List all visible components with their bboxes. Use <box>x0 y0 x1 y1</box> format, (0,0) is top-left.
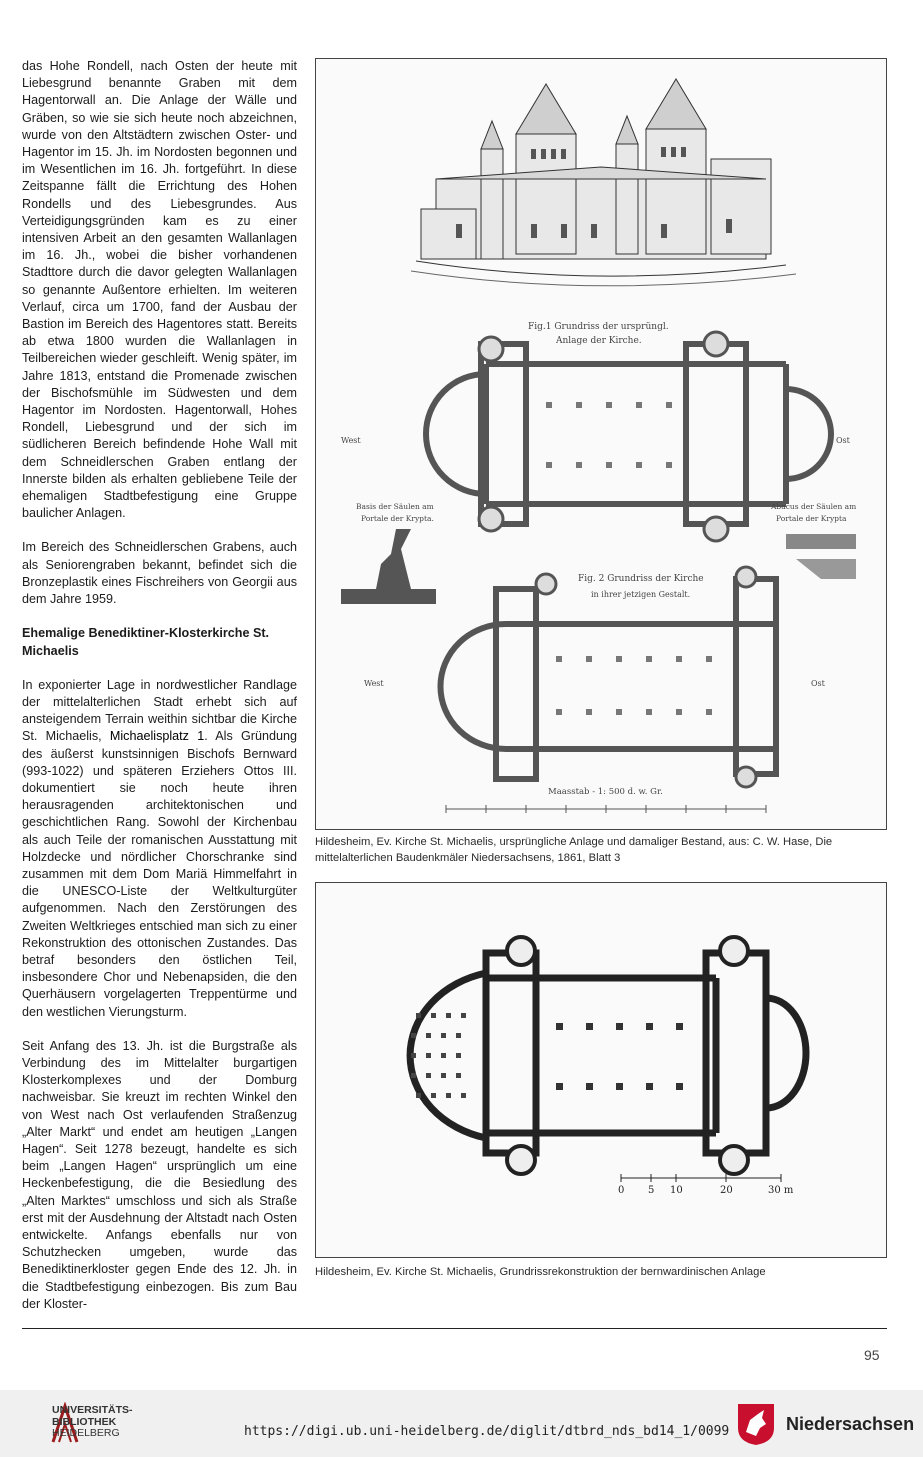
section-heading: Ehemalige Benediktiner-Klosterkirche St. Michaelis <box>22 626 270 658</box>
digitization-footer <box>0 1390 923 1457</box>
historic-scale-bar <box>446 805 766 813</box>
plan1-east-label: Ost <box>836 436 850 445</box>
church-perspective-sketch <box>411 79 796 286</box>
plan2-west-label: West <box>364 679 384 688</box>
plan2-title-line1: Fig. 2 Grundriss der Kirche <box>578 574 704 584</box>
footer-rule <box>22 1328 887 1329</box>
plan-original-layout <box>426 344 831 524</box>
column-base-profile <box>341 529 436 604</box>
figure2-caption: Hildesheim, Ev. Kirche St. Michaelis, Grundrissrekonstruktion der bernwardinischen Anlage <box>315 1266 766 1278</box>
paragraph-wallanlagen: das Hohe Rondell, nach Osten der heute mit Liebesgrund benannte Graben mit dem Hagentorwall an. Die Anlage der Wälle und Gräben, so wie sie sich heute noch abzeichnen, wurde von den Altstädtern zwischen Oster- und Hagentor im 15. Jh. im Nordosten begonnen und im Wesentlichen im 16. Jh. fortgeführt. In diese Zeitspanne fällt die Errichtung des Hohen Rondells und des Liebesgrundes. Aus Verteidigungsgründen kam es zu einer intensiven Arbeit an den gesamten Wallanlagen im 16. Jh., wobei die bisher vorhandenen Stadttore durch die davor gelegten Wallanlagen so genannte Außentore erhielten. Im weiteren Verlauf, circa um 1700, fand der Ausbau der Bastion im Bereich des Hagentores statt. Bereits ab etwa 1800 wurden die Wallanlagen in Teilbereichen wieder geschleift. Wenig später, im Jahre 1813, entstand die Promenade zwischen der Bischofsmühle im Südwesten und dem Hagentor im Nordosten. Hagentorwall, Hohes Rondell, Liebesgrund und der sich im südlicheren Bereich befindende Hohe Wall mit dem Schneidlerschen Graben entlang der Innerste bilden als erhalten gebliebene Teile der ehemaligen Stadtbefestigung eine Gruppe baulicher Anlagen. <box>22 59 297 521</box>
figure-historic-plate <box>315 58 887 830</box>
abacus-label-line2: Portale der Krypta <box>776 514 847 523</box>
reconstruction-plan-drawing <box>316 883 886 1257</box>
paragraph-burgstrasse: Seit Anfang des 13. Jh. ist die Burgstraße als Verbindung des im Mittelalter burgartigen Klosterkomplexes und der Domburg nachweisbar. Sie kreuzt im rechten Winkel den von West nach Ost verlaufenden Straßenzug „Alter Markt“ und endet am heutigen „Langen Hagen“. Seit 1278 bezeugt, handelte es sich beim „Langen Hagen“ ursprünglich um eine Heckenbefestigung, die die Besiedlung des „Alten Marktes“ umschloss und sich als Straße erst mit der Ausdehnung der Altstadt nach Osten entwickelte. Anfangs ebenfalls nur von Schutzhecken umgeben, wurde das Benediktinerkloster gegen Ende des 12. Jh. in die Stadtbefestigung einbezogen. Bis zum Bau der Kloster- <box>22 1038 297 1311</box>
state-name: Niedersachsen <box>786 1414 915 1434</box>
page-number: 95 <box>864 1347 880 1363</box>
scale-label-0: 0 <box>618 1185 625 1196</box>
scale-label-5: 5 <box>648 1185 655 1196</box>
basis-label-line1: Basis der Säulen am <box>356 502 434 511</box>
plan2-title-line2: in ihrer jetzigen Gestalt. <box>591 590 691 599</box>
historic-plate-drawing <box>316 59 886 829</box>
plan1-west-label: West <box>341 436 361 445</box>
scale-caption: Maasstab - 1: 500 d. w. Gr. <box>548 787 663 797</box>
figure-reconstruction-plan <box>315 882 887 1258</box>
basis-label-line2: Portale der Krypta. <box>361 514 434 523</box>
plan-current-state <box>440 579 776 779</box>
reconstruction-scale-bar <box>621 1174 781 1182</box>
reconstruction-pillars <box>556 1023 683 1090</box>
paragraph-michaelis: In exponierter Lage in nordwestlicher Randlage der mittelalterlichen Stadt erhebt sich auf ansteigendem Terrain weithin sichtbar die Kirche St. Michaelis, Michaelisplatz 1. Als Gründung des äußerst kunstsinnigen Bischofs Bernward (993-1022) und späteren Erziehers Ottos III. dokumentiert sie noch heute ihren herausragenden architektonischen und geschichtlichen Rang. Sowohl der Kirchenbau als auch Teile der romanischen Ausstattung mit Holzdecke und nördlicher Chorschranke sind zusammen mit dem Dom Mariä Himmelfahrt in die UNESCO-Liste der Weltkulturgüter aufgenommen. Nach den Zerstörungen des Zweiten Weltkrieges entschied man sich zu einer Rekonstruktion des ottonischen Zustandes. Das betraf besonders den östlichen Teil, insbesondere Chor und Nebenapsiden, die den Querhäusern vorgelagerten Treppentürme und den westlichen Vierungsturm. <box>22 677 298 1019</box>
abacus-label-line1: Abacus der Säulen am <box>771 502 857 511</box>
library-name: UNIVERSITÄTS- BIBLIOTHEK HEIDELBERG <box>52 1404 133 1439</box>
address-link[interactable]: Michaelisplatz 1 <box>109 729 205 744</box>
plan1-pillars <box>546 402 672 468</box>
figure1-caption: Hildesheim, Ev. Kirche St. Michaelis, ursprüngliche Anlage und damaliger Bestand, aus: C. W. Hase, Die mittelalterlichen Baudenkmäler Niedersachsens, 1861, Blatt 3 <box>315 836 833 864</box>
document-url[interactable]: https://digi.ub.uni-heidelberg.de/diglit/dtbrd_nds_bd14_1/0099 <box>244 1424 730 1439</box>
plan2-pillars <box>556 656 712 715</box>
scale-label-20: 20 <box>720 1185 733 1196</box>
scale-label-10: 10 <box>670 1185 683 1196</box>
abacus-profile <box>786 534 856 549</box>
plan1-title-line1: Fig.1 Grundriss der ursprüngl. <box>528 322 669 332</box>
scale-label-30m: 30 m <box>768 1185 794 1196</box>
horse-coat-of-arms-icon <box>736 1402 776 1446</box>
left-text-column <box>22 58 297 1330</box>
plan1-title-line2: Anlage der Kirche. <box>556 336 642 346</box>
paragraph-seniorengraben: Im Bereich des Schneidlerschen Grabens, auch als Seniorengraben bekannt, befindet sich die Bronzeplastik eines Fischreihers von Georgii aus dem Jahre 1959. <box>22 540 297 607</box>
plan2-east-label: Ost <box>811 679 825 688</box>
